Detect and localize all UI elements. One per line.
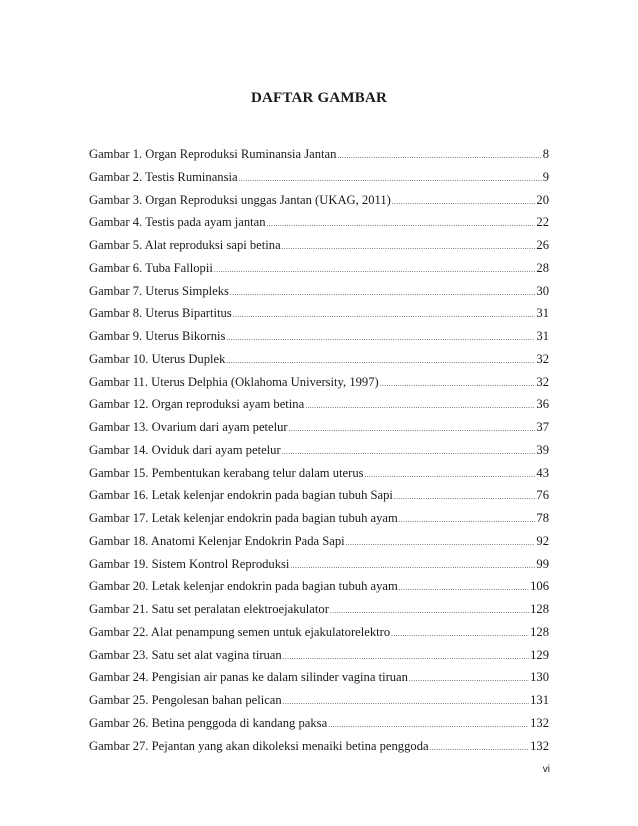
dot-leader <box>282 244 536 251</box>
toc-entry <box>89 325 549 348</box>
toc-entry-label: Gambar 1. Organ Reproduksi Ruminansia Jantan <box>89 147 337 161</box>
toc-entry <box>89 621 549 644</box>
toc-entry-page: 129 <box>530 647 549 662</box>
toc-entry-page: 131 <box>530 693 549 707</box>
dot-leader <box>239 176 542 183</box>
toc-entry-page: 99 <box>536 556 549 571</box>
toc-entry-label: Gambar 9. Uterus Bikornis <box>89 329 226 343</box>
dot-leader <box>282 449 536 456</box>
toc-entry <box>89 553 549 576</box>
toc-entry-page: 106 <box>530 579 549 594</box>
toc-entry-page: 28 <box>536 260 549 275</box>
toc-entry-label: Gambar 5. Alat reproduksi sapi betina <box>89 238 281 252</box>
dot-leader <box>380 381 536 388</box>
dot-leader <box>226 335 535 342</box>
toc-entry-page: 132 <box>530 715 549 730</box>
toc-entry-label: Gambar 17. Letak kelenjar endokrin pada bagian tubuh ayam <box>89 511 398 525</box>
dot-leader <box>214 267 536 274</box>
toc-entry-page: 30 <box>536 283 549 298</box>
toc-entry <box>89 666 549 689</box>
toc-entry-label: Gambar 24. Pengisian air panas ke dalam silinder vagina tiruan <box>89 670 408 685</box>
toc-entry-page: 92 <box>536 533 549 548</box>
toc-entry-label: Gambar 12. Organ reproduksi ayam betina <box>89 397 305 412</box>
dot-leader <box>391 631 529 638</box>
toc-entry <box>89 644 549 667</box>
toc-entry-label: Gambar 3. Organ Reproduksi unggas Jantan (UKAG, 2011) <box>89 192 391 207</box>
dot-leader <box>283 699 529 706</box>
dot-leader <box>399 585 529 592</box>
toc-entry-page: 43 <box>536 465 549 480</box>
toc-entry-label: Gambar 7. Uterus Simpleks <box>89 283 229 298</box>
dot-leader <box>283 654 529 661</box>
toc-entry-page: 32 <box>536 351 549 366</box>
toc-entry-label: Gambar 4. Testis pada ayam jantan <box>89 215 266 230</box>
dot-leader <box>365 472 536 479</box>
toc-entry-page: 22 <box>536 215 549 230</box>
toc-entry-label: Gambar 26. Betina penggoda di kandang paksa <box>89 715 328 730</box>
dot-leader <box>305 403 535 410</box>
toc-entry-label: Gambar 8. Uterus Bipartitus <box>89 306 232 321</box>
toc-entry-page: 31 <box>536 306 549 321</box>
toc-entry <box>89 280 549 303</box>
toc-entry <box>89 530 549 553</box>
toc-entry-label: Gambar 19. Sistem Kontrol Reproduksi <box>89 556 290 571</box>
toc-entry <box>89 507 549 530</box>
toc-entry-label: Gambar 10. Uterus Duplek <box>89 351 226 366</box>
toc-entry <box>89 302 549 325</box>
dot-leader <box>328 722 529 729</box>
dot-leader <box>330 608 529 615</box>
toc-entry <box>89 462 549 485</box>
toc-entry <box>89 189 549 212</box>
toc-entry-page: 26 <box>536 238 549 252</box>
toc-entry <box>89 712 549 735</box>
toc-entry <box>89 234 549 257</box>
toc-entry-label: Gambar 2. Testis Ruminansia <box>89 169 238 184</box>
toc-entry-page: 9 <box>542 169 549 184</box>
toc-entry <box>89 371 549 394</box>
toc-entry <box>89 484 549 507</box>
toc-entry-page: 31 <box>536 329 549 343</box>
dot-leader <box>399 517 536 524</box>
toc-entry <box>89 735 549 758</box>
toc-entry <box>89 143 549 166</box>
toc-entry <box>89 393 549 416</box>
toc-entry-label: Gambar 15. Pembentukan kerabang telur dalam uterus <box>89 465 364 480</box>
toc-entry <box>89 575 549 598</box>
toc-entry-label: Gambar 20. Letak kelenjar endokrin pada bagian tubuh ayam <box>89 579 398 594</box>
toc-entry-page: 32 <box>536 374 549 389</box>
dot-leader <box>430 745 530 752</box>
toc-entry-label: Gambar 22. Alat penampung semen untuk ejakulatorelektro <box>89 624 391 639</box>
toc-entry-label: Gambar 23. Satu set alat vagina tiruan <box>89 647 282 662</box>
page-number: vi <box>542 764 550 775</box>
toc-entry-page: 39 <box>536 442 549 457</box>
toc-entry <box>89 416 549 439</box>
page-title: DAFTAR GAMBAR <box>250 90 388 106</box>
toc-entry-label: Gambar 13. Ovarium dari ayam petelur <box>89 420 288 434</box>
toc-entry <box>89 598 549 621</box>
toc-entry <box>89 211 549 234</box>
dot-leader <box>290 563 535 570</box>
dot-leader <box>337 153 541 160</box>
dot-leader <box>226 358 535 365</box>
toc-entry-label: Gambar 27. Pejantan yang akan dikoleksi menaiki betina penggoda <box>89 738 429 753</box>
toc-entry-label: Gambar 21. Satu set peralatan elektroejakulator <box>89 602 329 616</box>
toc-entry <box>89 439 549 462</box>
toc-entry-page: 130 <box>530 670 549 685</box>
toc-entry <box>89 166 549 189</box>
toc-entry-label: Gambar 14. Oviduk dari ayam petelur <box>89 442 281 457</box>
dot-leader <box>409 676 529 683</box>
toc-entry-page: 76 <box>536 488 549 503</box>
toc-entry-page: 78 <box>536 511 549 525</box>
dot-leader <box>394 494 536 501</box>
toc-entry-label: Gambar 6. Tuba Fallopii <box>89 260 213 275</box>
figure-list <box>89 143 549 757</box>
toc-entry-page: 132 <box>530 738 549 753</box>
toc-entry-label: Gambar 25. Pengolesan bahan pelican <box>89 693 282 707</box>
toc-entry-page: 8 <box>542 147 549 161</box>
toc-entry-label: Gambar 18. Anatomi Kelenjar Endokrin Pada Sapi <box>89 533 345 548</box>
dot-leader <box>267 221 536 228</box>
toc-entry <box>89 257 549 280</box>
toc-entry-label: Gambar 16. Letak kelenjar endokrin pada bagian tubuh Sapi <box>89 488 393 503</box>
toc-entry-label: Gambar 11. Uterus Delphia (Oklahoma University, 1997) <box>89 374 379 389</box>
toc-entry-page: 128 <box>530 602 549 616</box>
toc-entry <box>89 348 549 371</box>
dot-leader <box>392 199 536 206</box>
toc-entry <box>89 689 549 712</box>
toc-entry-page: 20 <box>536 192 549 207</box>
dot-leader <box>289 426 536 433</box>
toc-entry-page: 128 <box>530 624 549 639</box>
toc-entry-page: 36 <box>536 397 549 412</box>
toc-entry-page: 37 <box>536 420 549 434</box>
dot-leader <box>230 290 535 297</box>
dot-leader <box>233 312 536 319</box>
dot-leader <box>346 540 536 547</box>
